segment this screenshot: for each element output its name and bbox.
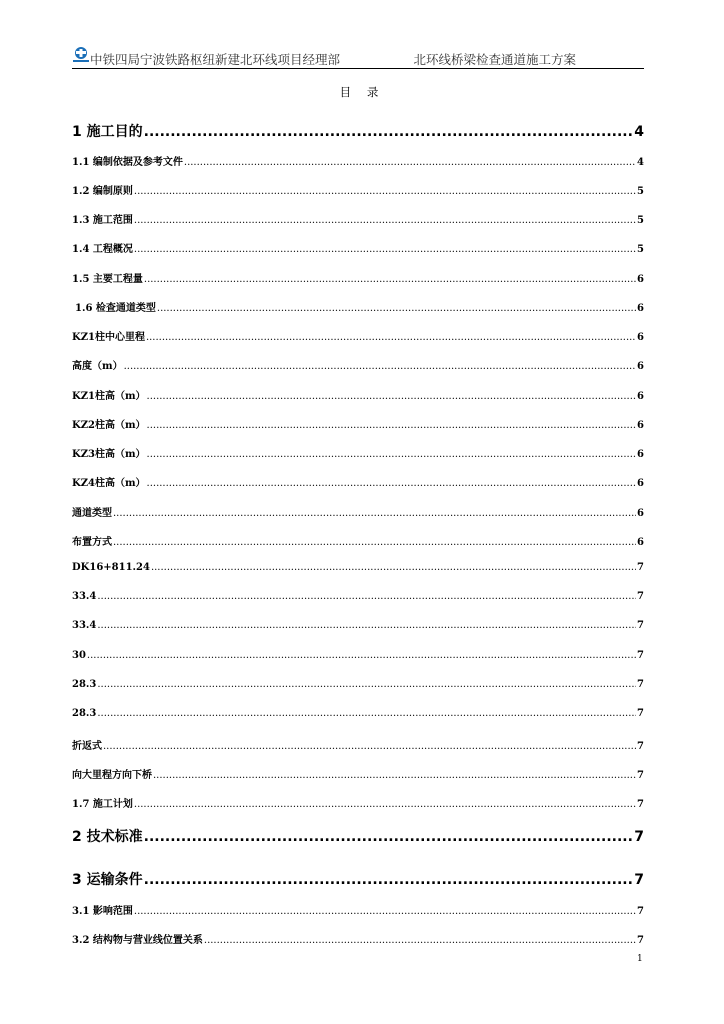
toc-leader-dots bbox=[134, 906, 636, 917]
toc-entry-page: 6 bbox=[637, 478, 644, 489]
toc-entry-page: 6 bbox=[637, 274, 644, 285]
toc-leader-dots bbox=[147, 449, 637, 460]
toc-entry[interactable] bbox=[72, 591, 644, 602]
toc-entry-page: 7 bbox=[637, 562, 644, 573]
toc-entry[interactable] bbox=[72, 679, 644, 690]
toc-entry-label: 28.3 bbox=[72, 708, 97, 719]
toc-entry-page: 5 bbox=[637, 215, 644, 226]
toc-leader-dots bbox=[97, 708, 636, 719]
toc-entry-label: 1.2 编制原则 bbox=[72, 186, 133, 197]
toc-entry-page: 7 bbox=[634, 829, 644, 845]
toc-entry-label: 布置方式 bbox=[72, 537, 112, 548]
toc-entry-label: 1.6 检查通道类型 bbox=[75, 303, 156, 314]
toc-entry-label: 1.4 工程概况 bbox=[72, 244, 133, 255]
toc-entry-page: 6 bbox=[637, 303, 644, 314]
toc-entry-label: 1.3 施工范围 bbox=[72, 215, 133, 226]
toc-leader-dots bbox=[184, 157, 636, 168]
toc-leader-dots bbox=[134, 186, 636, 197]
toc-entry-page: 7 bbox=[637, 650, 644, 661]
toc-entry[interactable] bbox=[72, 737, 644, 752]
toc-entry[interactable] bbox=[72, 533, 644, 548]
toc-entry-page: 6 bbox=[637, 332, 644, 343]
toc-leader-dots bbox=[147, 478, 637, 489]
toc-leader-dots bbox=[204, 935, 636, 946]
toc-entry-label: 28.3 bbox=[72, 679, 97, 690]
toc-entry-page: 7 bbox=[634, 872, 644, 888]
toc-entry-label: 1 施工目的 bbox=[72, 124, 143, 140]
toc-entry[interactable] bbox=[72, 826, 644, 846]
toc-entry-label: 通道类型 bbox=[72, 508, 112, 519]
toc-entry-page: 6 bbox=[637, 420, 644, 431]
toc-entry-page: 7 bbox=[637, 591, 644, 602]
toc-entry-page: 6 bbox=[637, 508, 644, 519]
toc-entry-page: 7 bbox=[637, 620, 644, 631]
toc-entry-label: 30 bbox=[72, 650, 86, 661]
toc-entry[interactable] bbox=[72, 650, 644, 661]
toc-entry[interactable] bbox=[72, 869, 644, 889]
toc-entry-label: 3 运输条件 bbox=[72, 872, 143, 888]
toc-entry-page: 7 bbox=[637, 741, 644, 752]
toc-entry-page: 7 bbox=[637, 679, 644, 690]
toc-leader-dots bbox=[144, 274, 636, 285]
toc-entry-label: 33.4 bbox=[72, 620, 97, 631]
toc-entry[interactable] bbox=[72, 299, 644, 314]
toc-entry[interactable] bbox=[72, 708, 644, 719]
toc-entry-label: 3.2 结构物与营业线位置关系 bbox=[72, 935, 203, 946]
toc-leader-dots bbox=[144, 872, 634, 888]
toc-entry-page: 5 bbox=[637, 244, 644, 255]
toc-entry-page: 5 bbox=[637, 186, 644, 197]
toc-entry-label: KZ1柱中心里程 bbox=[72, 332, 145, 343]
toc-leader-dots bbox=[97, 679, 636, 690]
header-document-title: 北环线桥梁检查通道施工方案 bbox=[413, 52, 576, 67]
toc-title: 目 录 bbox=[339, 85, 385, 99]
toc-entry-label: 向大里程方向下桥 bbox=[72, 770, 152, 781]
toc-entry-label: DK16+811.24 bbox=[72, 562, 150, 573]
toc-entry-page: 4 bbox=[637, 157, 644, 168]
toc-entry-label: KZ3柱高（m） bbox=[72, 449, 146, 460]
toc-entry[interactable] bbox=[72, 504, 644, 519]
page-number: 1 bbox=[637, 954, 643, 964]
toc-leader-dots bbox=[153, 770, 636, 781]
toc-entry[interactable] bbox=[72, 387, 644, 402]
toc-leader-dots bbox=[144, 124, 634, 140]
toc-entry[interactable] bbox=[72, 121, 644, 141]
toc-entry-page: 6 bbox=[637, 361, 644, 372]
toc-entry-page: 4 bbox=[634, 124, 644, 140]
toc-leader-dots bbox=[157, 303, 636, 314]
toc-entry-page: 7 bbox=[637, 906, 644, 917]
toc-entry-page: 7 bbox=[637, 799, 644, 810]
toc-leader-dots bbox=[134, 215, 636, 226]
toc-entry-page: 7 bbox=[637, 708, 644, 719]
toc-entry-page: 7 bbox=[637, 935, 644, 946]
toc-leader-dots bbox=[113, 508, 636, 519]
toc-entry-page: 7 bbox=[637, 770, 644, 781]
page-header bbox=[72, 46, 644, 69]
toc-entry[interactable] bbox=[72, 445, 644, 460]
toc-entry-label: 折返式 bbox=[72, 741, 102, 752]
toc-entry[interactable] bbox=[72, 795, 644, 810]
toc-entry[interactable] bbox=[72, 270, 644, 285]
toc-leader-dots bbox=[144, 829, 634, 845]
toc-entry-label: 33.4 bbox=[72, 591, 97, 602]
toc-entry[interactable] bbox=[72, 153, 644, 168]
toc-entry-page: 6 bbox=[637, 391, 644, 402]
toc-entry[interactable] bbox=[72, 416, 644, 431]
toc-entry-label: 2 技术标准 bbox=[72, 829, 143, 845]
toc-entry[interactable] bbox=[72, 211, 644, 226]
toc-leader-dots bbox=[151, 562, 636, 573]
company-logo-icon bbox=[72, 46, 90, 64]
toc-leader-dots bbox=[113, 537, 636, 548]
toc-leader-dots bbox=[97, 620, 636, 631]
toc-entry-label: KZ4柱高（m） bbox=[72, 478, 146, 489]
toc-entry[interactable] bbox=[72, 931, 644, 946]
toc-leader-dots bbox=[124, 361, 636, 372]
toc-leader-dots bbox=[103, 741, 636, 752]
toc-entry[interactable] bbox=[72, 328, 644, 343]
toc-entry-page: 6 bbox=[637, 537, 644, 548]
toc-leader-dots bbox=[97, 591, 636, 602]
toc-leader-dots bbox=[87, 650, 636, 661]
toc-entry-label: 1.7 施工计划 bbox=[72, 799, 133, 810]
toc-leader-dots bbox=[134, 244, 636, 255]
toc-entry[interactable] bbox=[72, 766, 644, 781]
toc-entry[interactable] bbox=[72, 357, 644, 372]
toc-entry-label: KZ1柱高（m） bbox=[72, 391, 146, 402]
toc-entry-label: 1.5 主要工程量 bbox=[72, 274, 143, 285]
header-organization: 中铁四局宁波铁路枢纽新建北环线项目经理部 bbox=[90, 52, 341, 67]
toc-leader-dots bbox=[146, 332, 636, 343]
toc-entry[interactable] bbox=[72, 240, 644, 255]
toc-entry[interactable] bbox=[72, 474, 644, 489]
toc-entry-label: 高度（m） bbox=[72, 361, 123, 372]
toc-entry-label: KZ2柱高（m） bbox=[72, 420, 146, 431]
toc-leader-dots bbox=[134, 799, 636, 810]
toc-entry[interactable] bbox=[72, 620, 644, 631]
toc-leader-dots bbox=[147, 420, 637, 431]
toc-entry[interactable] bbox=[72, 182, 644, 197]
toc-entry-page: 6 bbox=[637, 449, 644, 460]
toc-leader-dots bbox=[147, 391, 637, 402]
toc-entry-label: 3.1 影响范围 bbox=[72, 906, 133, 917]
toc-entry[interactable] bbox=[72, 902, 644, 917]
toc-entry-label: 1.1 编制依据及参考文件 bbox=[72, 157, 183, 168]
toc-entry[interactable] bbox=[72, 562, 644, 573]
